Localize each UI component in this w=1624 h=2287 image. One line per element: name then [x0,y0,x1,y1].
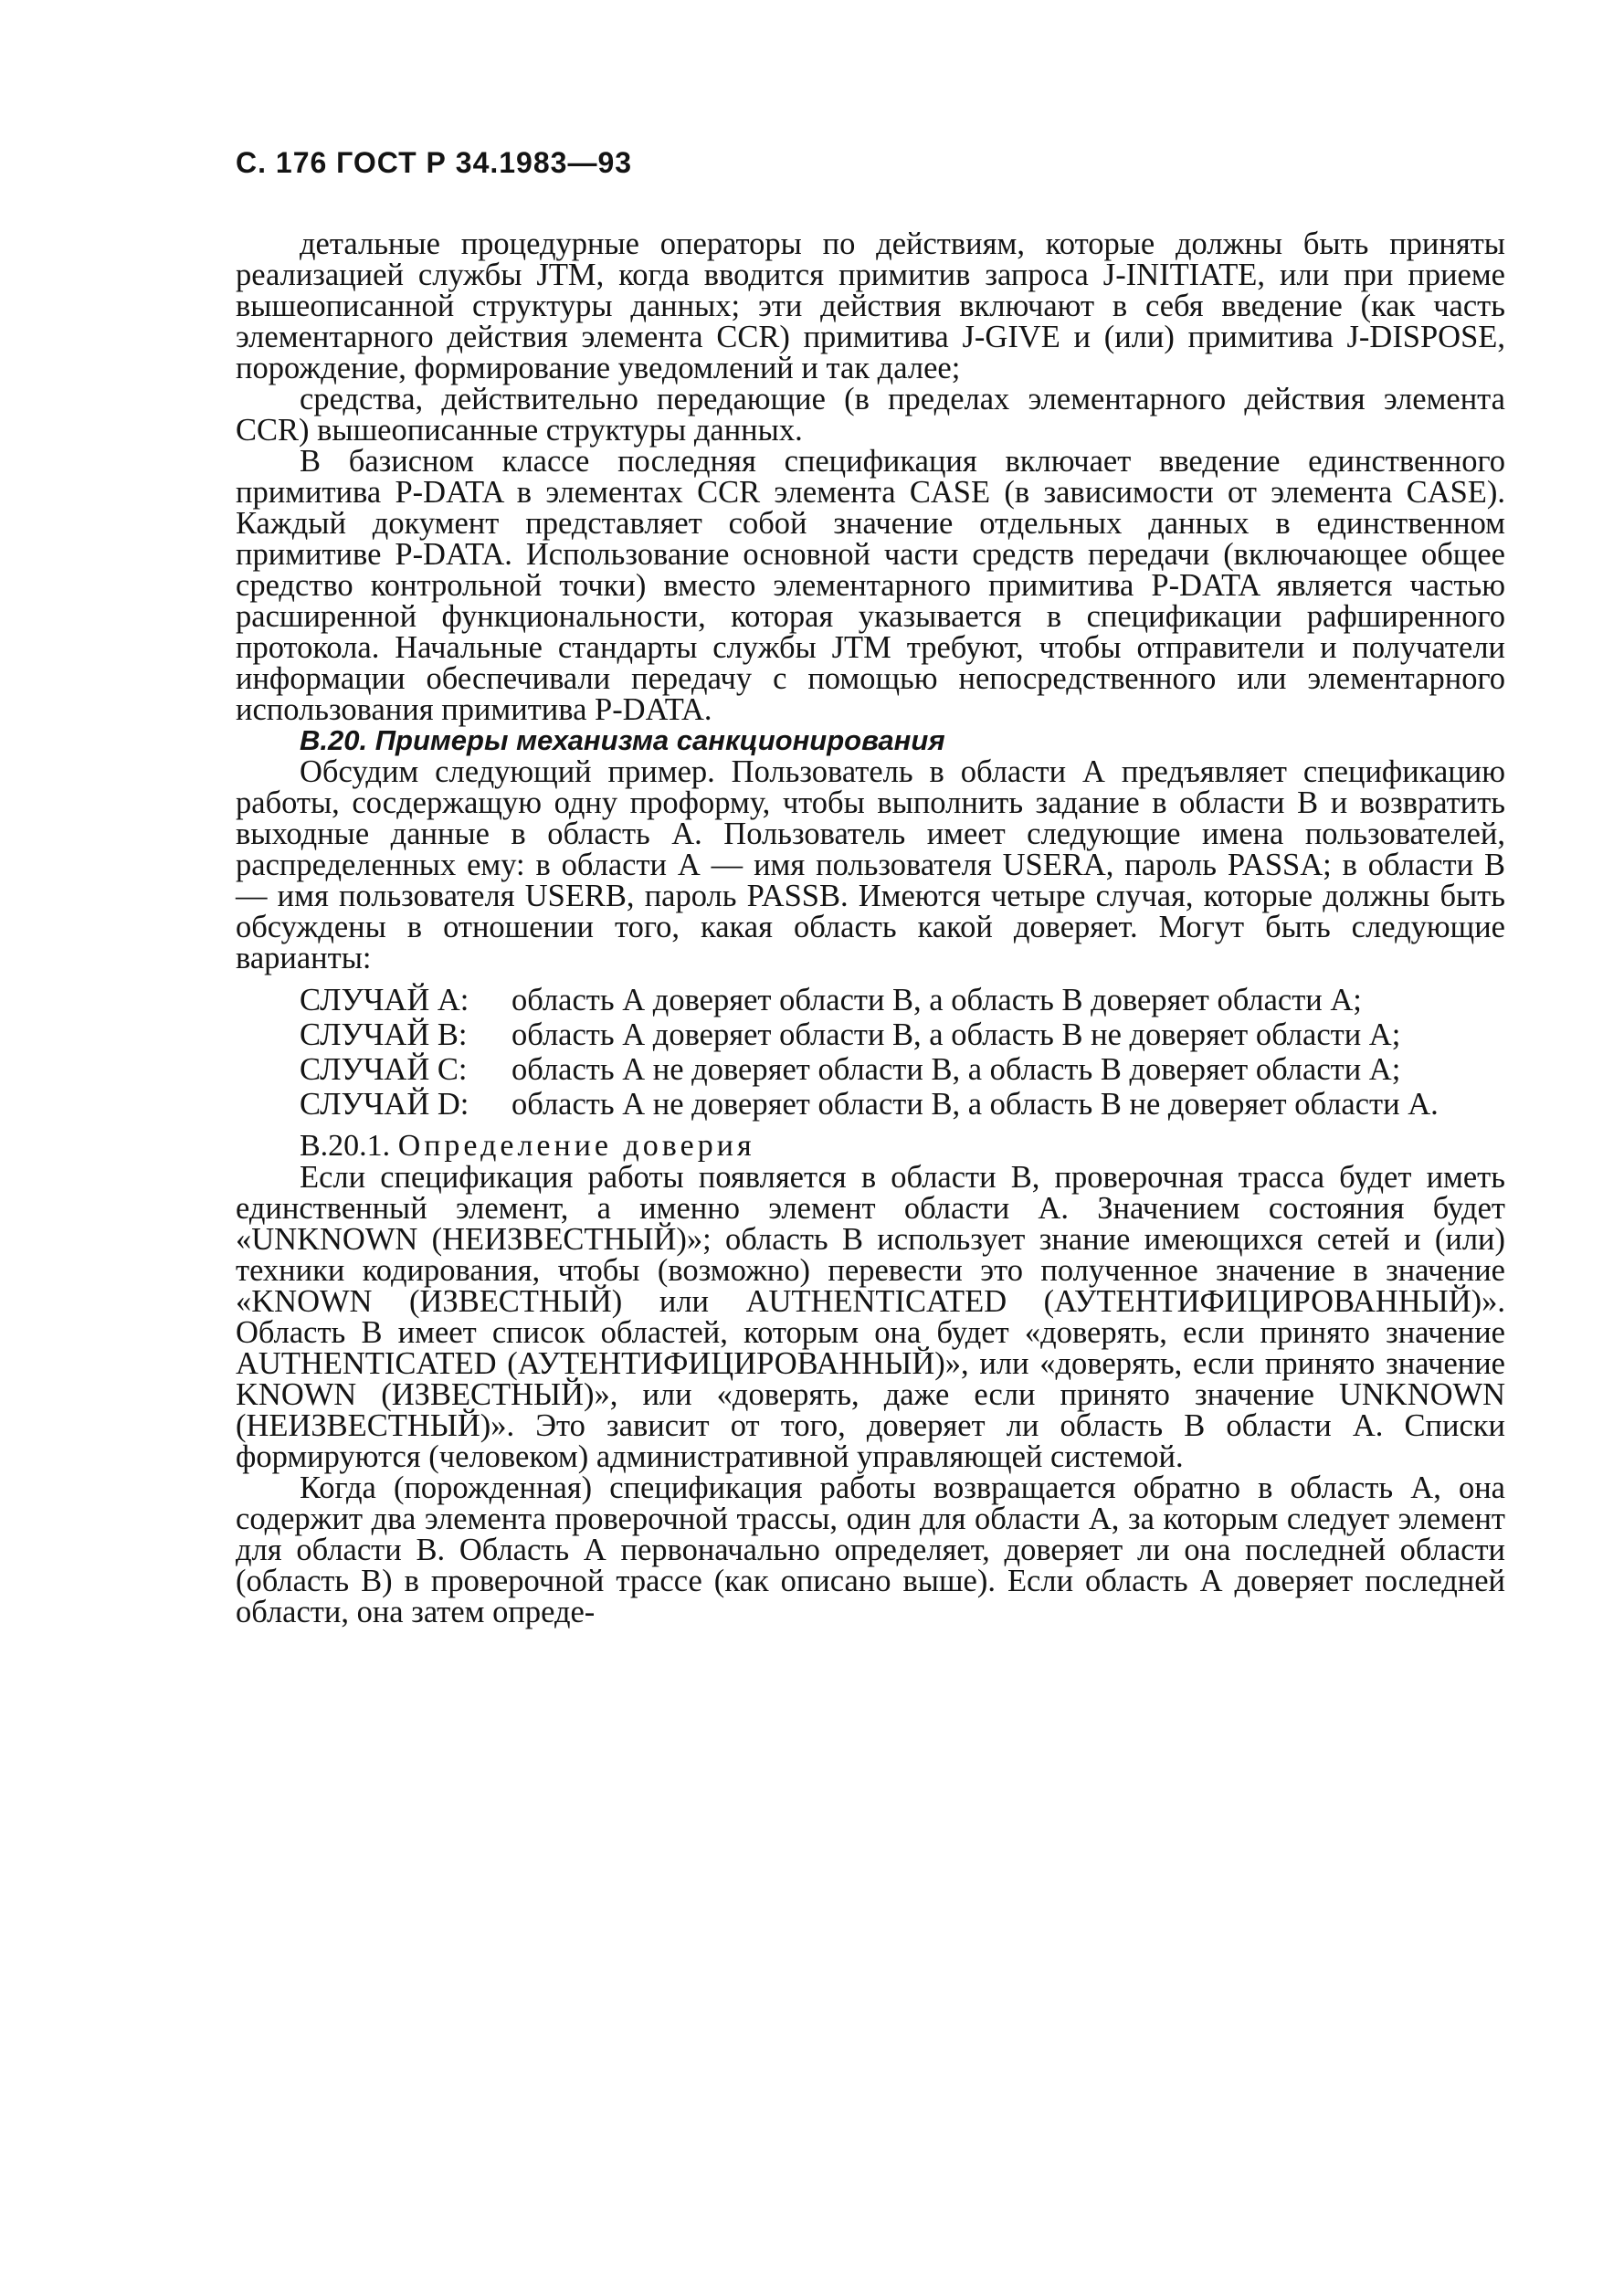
paragraph: средства, действительно передающие (в пределах элементарного действия элемента CCR) вышеописанные структуры данных. [236,382,1505,448]
case-item [236,1089,1505,1120]
case-text: область А не доверяет области В, а область В доверяет области А; [511,1052,1401,1087]
case-text: область А доверяет области В, а область В не доверяет области А; [511,1017,1401,1052]
subsection-title: Определение доверия [397,1129,755,1163]
paragraph: Обсудим следующий пример. Пользователь в области А предъявляет спецификацию работы, сосдержащую одну проформу, чтобы выполнить задание в области В и возвратить выходные данные в область А. Пользователь имеет следующие имена пользователей, распределенных ему: в области А — имя пользователя USERA, пароль PASSA; в области В — имя пользователя USERB, пароль PASSB. Имеются четыре случая, которые должны быть обсуждены в отношении того, какая область какой доверяет. Могут быть следующие варианты: [236,754,1505,975]
section-heading: В.20. Примеры механизма санкционирования [300,724,945,756]
case-label: СЛУЧАЙ С: [300,1052,468,1087]
document-body [236,228,1505,1628]
subsection-number: В.20.1. [300,1129,391,1163]
case-label: СЛУЧАЙ D: [300,1087,469,1122]
case-label: СЛУЧАЙ В: [300,1017,468,1052]
case-label: СЛУЧАЙ А: [300,983,469,1017]
paragraph: Если спецификация работы появляется в области В, проверочная трасса будет иметь единственный элемент, а именно элемент области А. Значением состояния будет «UNKNOWN (НЕИЗВЕСТНЫЙ)»; область В использует знание имеющихся сетей и (или) техники кодирования, чтобы (возможно) перевести это полученное значение в значение «KNOWN (ИЗВЕСТНЫЙ) или AUTHENTICATED (АУТЕНТИФИЦИРОВАННЫЙ)». Область В имеет список областей, которым она будет «доверять, если принято значение AUTHENTICATED (АУТЕНТИФИЦИРОВАННЫЙ)», или «доверять, если принято значение KNOWN (ИЗВЕСТНЫЙ)», или «доверять, даже если принято значение UNKNOWN (НЕИЗВЕСТНЫЙ)». Это зависит от того, доверяет ли область В области А. Списки формируются (человеком) административной управляющей системой. [236,1160,1505,1474]
paragraph: детальные процедурные операторы по действиям, которые должны быть приняты реализацией службы JTM, когда вводится примитив запроса J-INITIATE, или при приеме вышеописанной структуры данных; эти действия включают в себя введение (как часть элементарного действия элемента CCR) примитива J-GIVE и (или) примитива J-DISPOSE, порождение, формирование уведомлений и так далее; [236,227,1505,385]
case-item [236,1019,1505,1050]
paragraph: Когда (порожденная) спецификация работы возвращается обратно в область А, она содержит два элемента проверочной трассы, один для области А, за которым следует элемент для области В. Область А первоначально определяет, доверяет ли она последней области (область В) в проверочной трассе (как описано выше). Если область А доверяет последней области, она затем опреде- [236,1470,1505,1629]
case-item [236,1054,1505,1085]
subsection-heading [236,1131,1505,1162]
case-item [236,985,1505,1016]
case-text: область А не доверяет области В, а область В не доверяет области А. [511,1087,1439,1122]
page-header: С. 176 ГОСТ Р 34.1983—93 [236,146,633,179]
case-text: область А доверяет области В, а область В доверяет области А; [511,983,1362,1017]
paragraph: В базисном классе последняя спецификация включает введение единственного примитива P-DATA в элементах CCR элемента CASE (в зависимости от элемента CASE). Каждый документ представляет собой значение отдельных данных в единственном примитиве P-DATA. Использование основной части средств передачи (включающее общее средство контрольной точки) вместо элементарного примитива P-DATA является частью расширенной функциональности, которая указывается в спецификации рафширенного протокола. Начальные стандарты службы JTM требуют, чтобы отправители и получатели информации обеспечивали передачу с помощью непосредственного или элементарного использования примитива P-DATA. [236,444,1505,727]
case-list [236,985,1505,1120]
